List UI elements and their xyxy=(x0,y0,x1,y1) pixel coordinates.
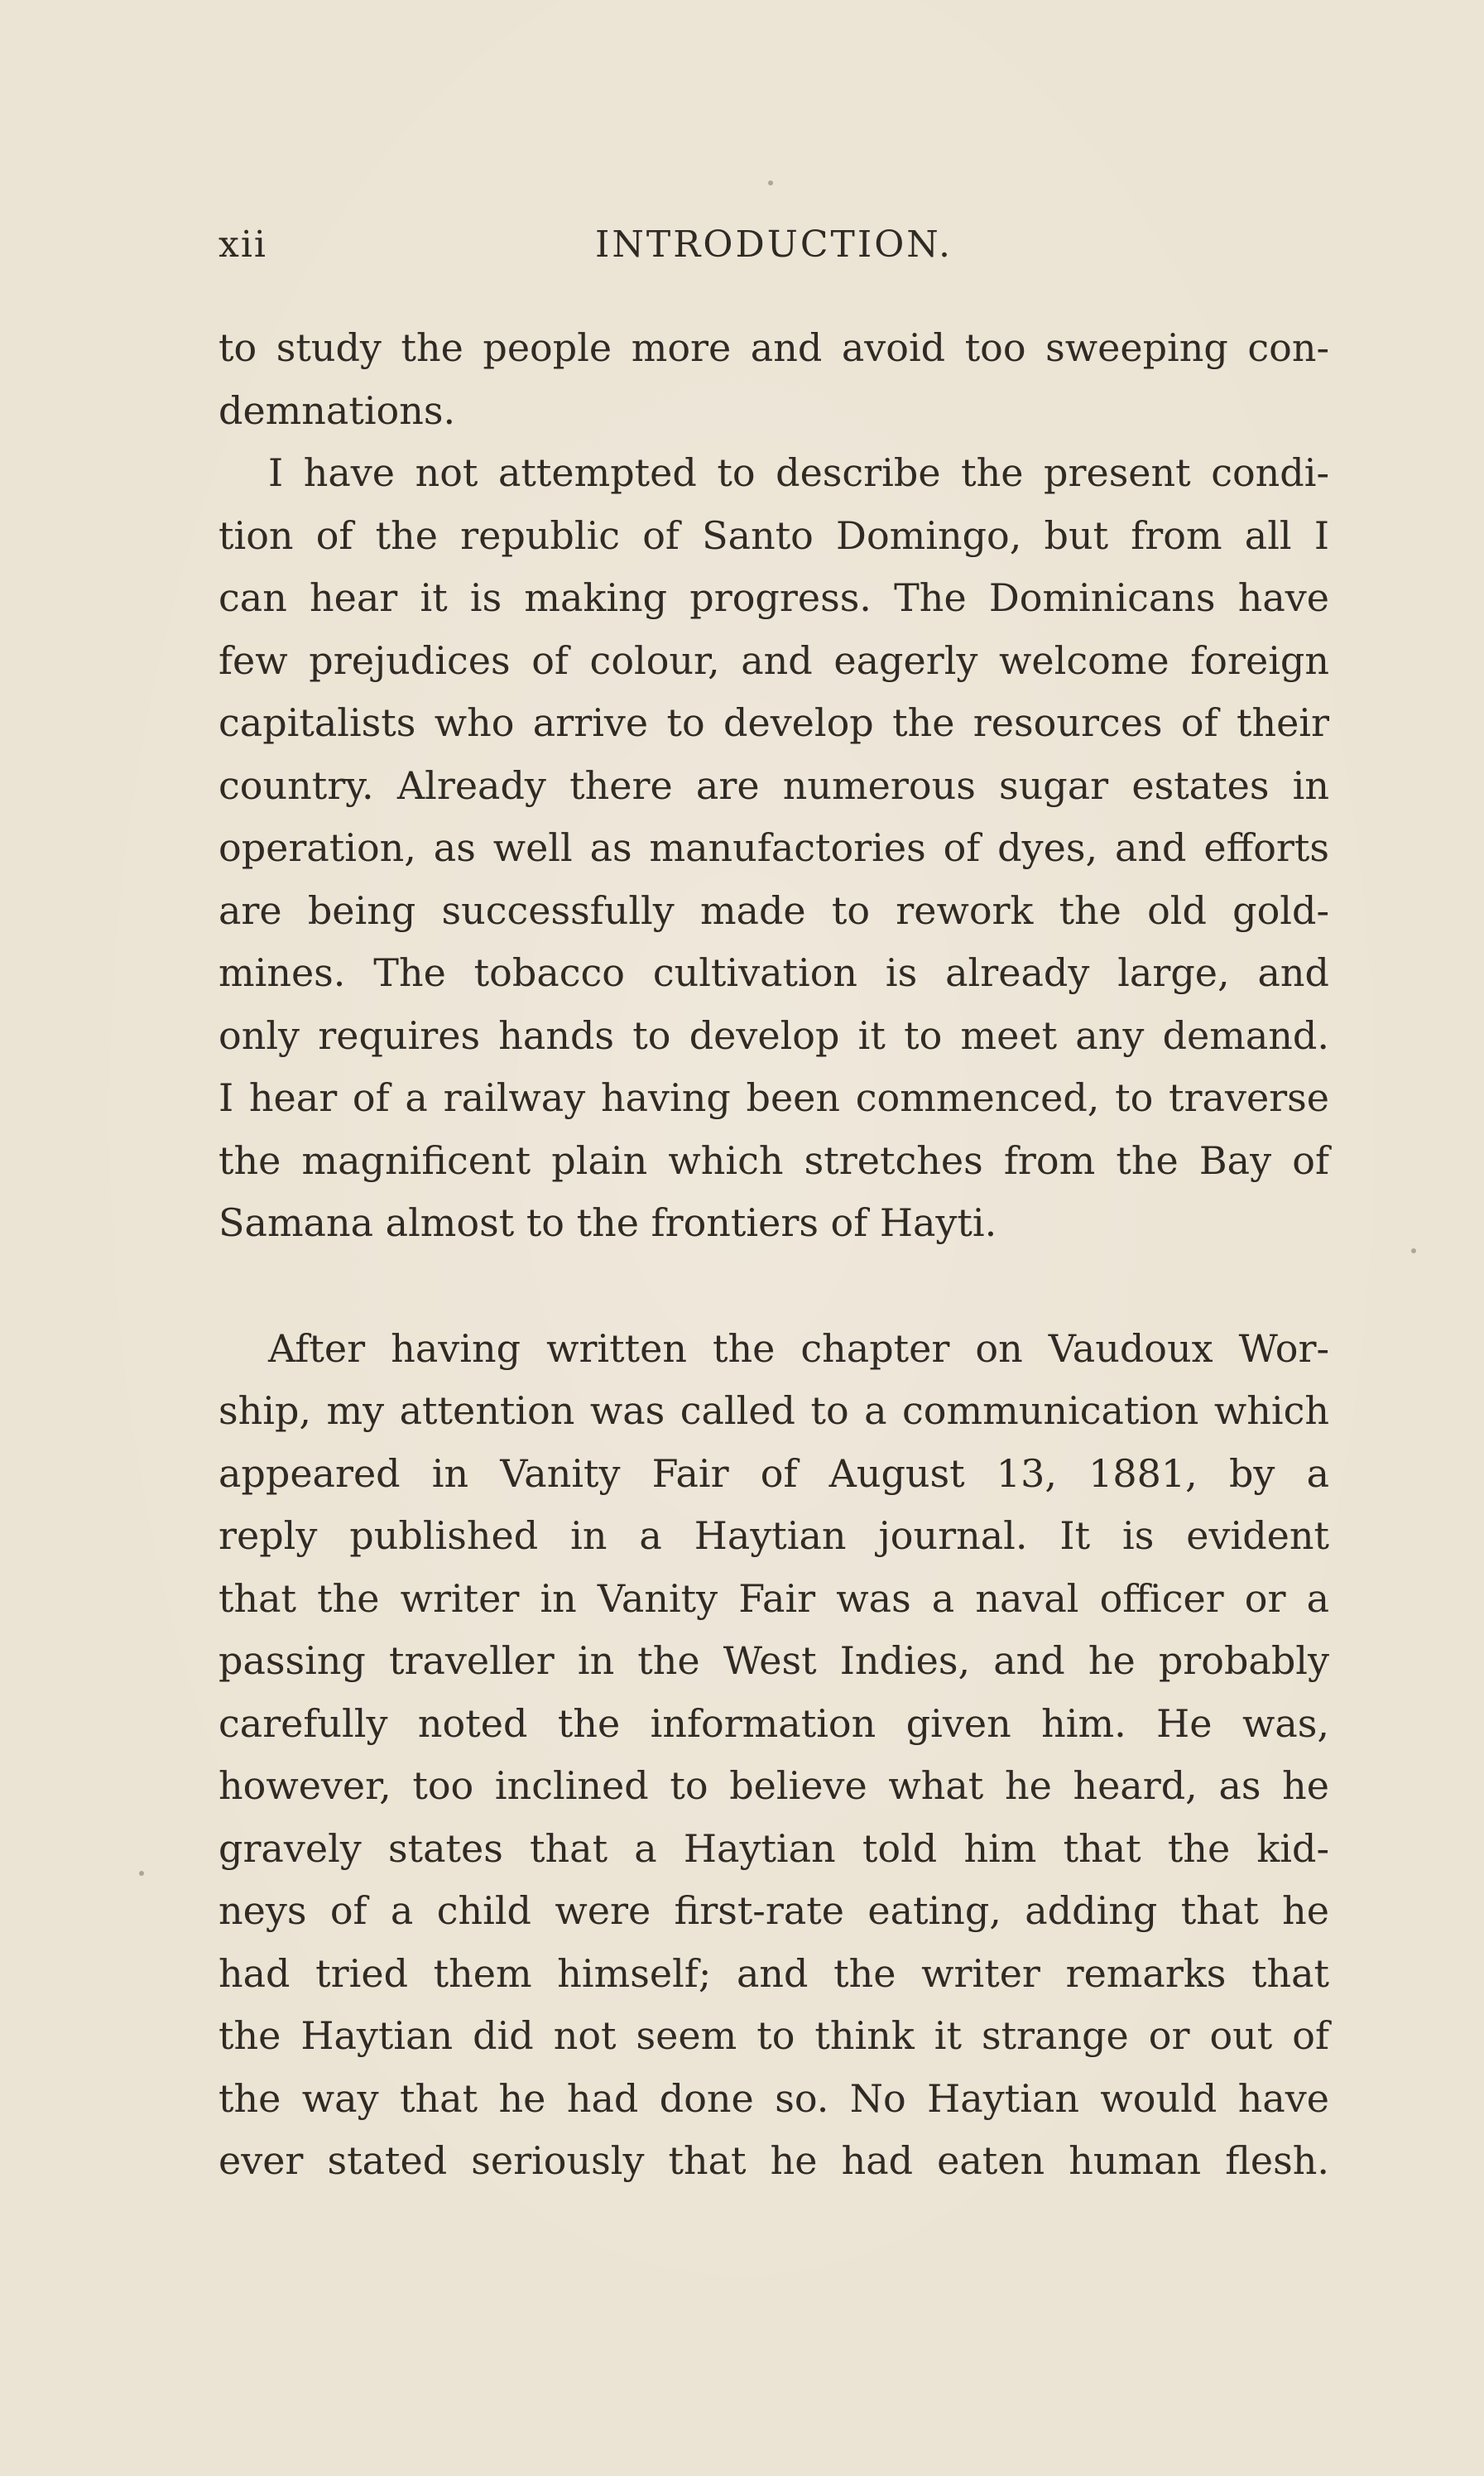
text-line: only requires hands to develop it to meet any demand. xyxy=(219,1012,1329,1058)
text-line: After having written the chapter on Vaudoux Wor- xyxy=(268,1325,1329,1371)
text-line: the magnificent plain which stretches from the Bay of xyxy=(219,1137,1329,1183)
text-line: can hear it is making progress. The Dominicans have xyxy=(219,575,1329,620)
text-line: gravely states that a Haytian told him that the kid- xyxy=(219,1825,1329,1871)
section-break xyxy=(219,1255,1329,1318)
text-line: that the writer in Vanity Fair was a naval officer or a xyxy=(219,1575,1329,1621)
text-line: demnations. xyxy=(219,387,456,433)
text-line: Samana almost to the frontiers of Hayti. xyxy=(219,1200,997,1245)
text-line: carefully noted the information given him. He was, xyxy=(219,1700,1329,1746)
text-line: mines. The tobacco cultivation is already large, and xyxy=(219,950,1329,995)
text-line: the way that he had done so. No Haytian would have xyxy=(219,2075,1329,2121)
text-line: tion of the republic of Santo Domingo, but from all I xyxy=(219,512,1329,558)
text-line: capitalists who arrive to develop the resources of their xyxy=(219,700,1329,745)
text-line: passing traveller in the West Indies, and he probably xyxy=(219,1638,1329,1683)
running-head: INTRODUCTION. xyxy=(595,224,953,266)
page-header xyxy=(219,224,1329,281)
text-line: appeared in Vanity Fair of August 13, 1881, by a xyxy=(219,1450,1329,1496)
page-number: xii xyxy=(219,224,267,266)
paper-speck xyxy=(139,1871,144,1876)
text-line: to study the people more and avoid too sweeping con- xyxy=(219,325,1329,370)
text-line: I hear of a railway having been commenced, to traverse xyxy=(219,1075,1329,1120)
text-line: are being successfully made to rework the old gold- xyxy=(219,887,1329,933)
paper-speck xyxy=(1411,1248,1416,1253)
text-line: the Haytian did not seem to think it strange or out of xyxy=(219,2013,1329,2058)
text-line: ever stated seriously that he had eaten human flesh. xyxy=(219,2138,1329,2183)
text-line: I have not attempted to describe the present condi- xyxy=(268,450,1329,495)
text-line: operation, as well as manufactories of dyes, and efforts xyxy=(219,825,1329,870)
text-line: ship, my attention was called to a communication which xyxy=(219,1388,1329,1433)
text-line: neys of a child were first-rate eating, adding that he xyxy=(219,1888,1329,1933)
body-text xyxy=(219,317,1329,2193)
text-line: had tried them himself; and the writer remarks that xyxy=(219,1950,1329,1996)
text-line: however, too inclined to believe what he heard, as he xyxy=(219,1763,1329,1808)
text-line: country. Already there are numerous sugar estates in xyxy=(219,762,1329,808)
paper-speck xyxy=(768,180,773,185)
text-line: few prejudices of colour, and eagerly welcome foreign xyxy=(219,637,1329,683)
text-line: reply published in a Haytian journal. It is evident xyxy=(219,1513,1329,1558)
